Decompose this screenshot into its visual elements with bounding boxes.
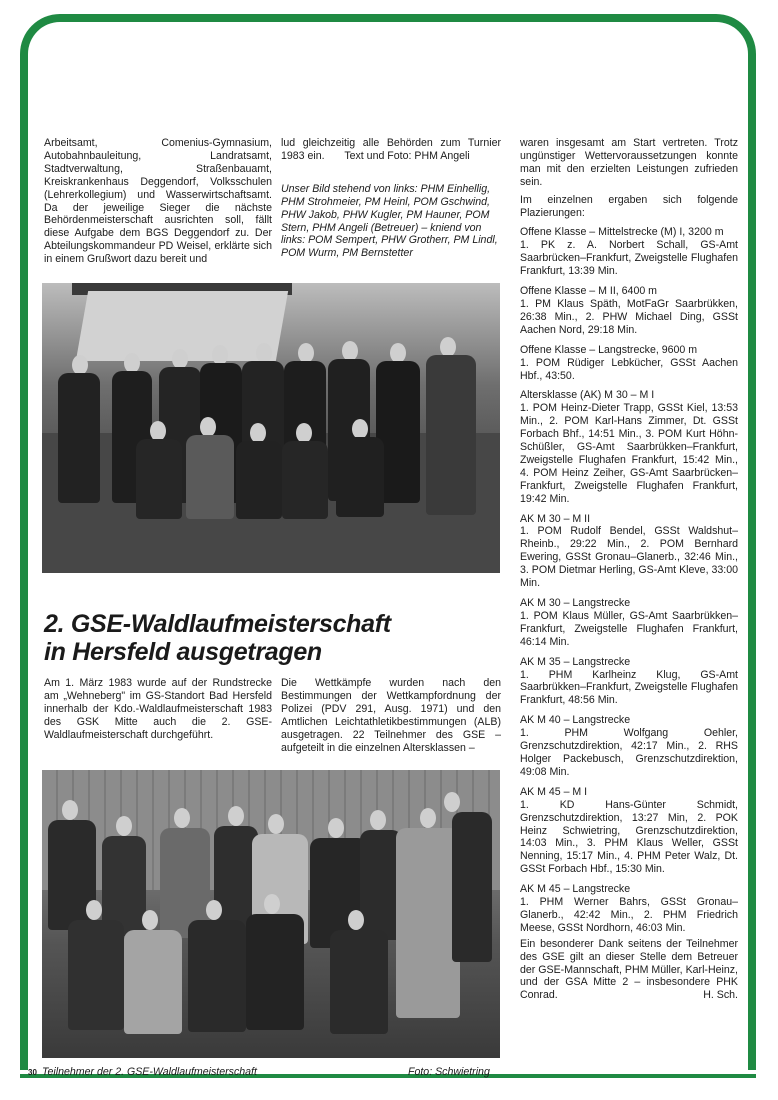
result-block [520,226,738,278]
result-text: 1. PHM Karlheinz Klug, GS-Amt Saarbrükken–Frankfurt, Zweigstelle Flughafen Frankfurt, 48:56 Min. [520,668,738,707]
result-text: 1. POM Rüdiger Lebkücher, GSSt Aachen Hbf., 43:50. [520,356,738,382]
result-text: 1. PHM Wolfgang Oehler, Grenzschutzdirektion, 42:17 Min., 2. RHS Holger Packebusch, Grenzschutzdirektion, 49:08 Min. [520,727,738,778]
text-photo-credit: Text und Foto: PHM Angeli [344,149,470,162]
result-block [520,786,738,876]
results-list [520,226,738,934]
result-block [520,714,738,779]
article-middle-column [281,677,501,761]
photo1-caption: Unser Bild stehend von links: PHM Einhellig, PHM Strohmeier, PM Heinl, POM Gschwind, PHW Jakob, PHW Kugler, PM Hauner, POM Stern, PHM Angeli (Betreuer) – kniend von links: POM Sempert, PHW Grotherr, PM Lindl, POM Wurm, PM Bernstetter [281,182,498,260]
article-rules-paragraph: Die Wettkämpfe wurden nach den Bestimmungen der Wettkampfordnung der Polizei (PDV 291, Ausg. 1971) und den Amtlichen Leichtathletikbestimmungen (ALB) ausgetragen. 22 Teilnehmer des GSE – aufgeteilt in die einzelnen Altersklassen – [281,677,501,754]
result-text: 1. PK z. A. Norbert Schall, GS-Amt Saarbrücken–Frankfurt, Zweigstelle Flughafen Frankfurt, 13:39 Min. [520,239,738,278]
result-block [520,597,738,649]
result-heading: Offene Klasse – Langstrecke, 9600 m [520,343,698,356]
result-heading: AK M 35 – Langstrecke [520,655,631,668]
result-text: 1. KD Hans-Günter Schmidt, Grenzschutzdirektion, 13:27 Min, 2. POK Heinz Schwietring, Grenzschutzdirektion, 14:03 Min., 3. PHM Klaus Weller, GSSt Nenning, 15:17 Min., 4. PHM Peter Walz, Dt. GSSt Forbach Hbf., 15:30 Min. [520,798,738,876]
result-text: 1. POM Klaus Müller, GS-Amt Saarbrükken–Frankfurt, Zweigstelle Flughafen Frankfurt, 46:14 Min. [520,609,738,648]
result-heading: Altersklasse (AK) M 30 – M I [520,389,655,402]
result-block [520,513,738,590]
closing-paragraph: Ein besonderer Dank seitens der Teilnehmer des GSE gilt an dieser Stelle dem Betreuer der GSE-Mannschaft, PHM Müller, Karl-Heinz, und der GSA Mitte 2 – insbesondere PHK Conrad. [520,937,738,1002]
left-column-text [44,137,272,273]
frame-top-inner [28,22,748,92]
result-heading: Offene Klasse – M II, 6400 m [520,285,658,298]
right-column [520,137,738,1002]
middle-paragraph: lud gleichzeitig alle Behörden zum Turnier 1983 ein. [281,137,501,162]
results-intro: waren insgesamt am Start vertreten. Trotz ungünstiger Wettervoraussetzungen konnte man mit den erzielten Leistungen zufrieden sein. [520,137,738,188]
result-heading: AK M 40 – Langstrecke [520,714,631,727]
result-block [520,656,738,708]
result-text: 1. POM Heinz-Dieter Trapp, GSSt Kiel, 13:53 Min., 2. POM Karl-Hans Zimmer, Dt. GSSt Forbach Bhf., 14:51 Min., 3. POM Kurt Höhn-Schüßler, GS-Amt Saarbrükken–Frankfurt, Zweigstelle Flughafen Frankfurt, 15:42 Min., 4. POM Heinz Zeiher, GS-Amt Saarbrücken–Frankfurt, Zweigstelle Flughafen Frankfurt, 19:42 Min. [520,402,738,505]
result-heading: AK M 45 – Langstrecke [520,883,631,896]
author-initials: H. Sch. [703,989,738,1002]
result-heading: AK M 30 – M II [520,512,591,525]
result-text: 1. PHM Werner Bahrs, GSSt Gronau–Glanerb., 42:42 Min., 2. PHM Friedrich Meese, GSSt Nordhorn, 46:03 Min. [520,896,738,934]
headline-line-2: in Hersfeld ausgetragen [44,638,322,666]
result-heading: AK M 45 – M I [520,785,588,798]
group-photo [42,770,500,1058]
middle-column-text [281,137,501,267]
page-number: 30 [28,1068,37,1077]
frame-left-border [20,70,28,1070]
result-block [520,389,738,505]
result-heading: AK M 30 – Langstrecke [520,597,631,609]
team-photo [42,283,500,573]
article-left-column [44,677,272,749]
photo2-caption: Teilnehmer der 2. GSE-Waldlaufmeisterschaft [42,1066,257,1078]
result-text: 1. POM Rudolf Bendel, GSSt Waldshut–Rheinb., 29:22 Min., 2. POM Bernhard Ewering, GSSt Gronau–Glanerb., 32:46 Min., 3. POM Dietmar Herling, GS-Amt Kleve, 33:00 Min. [520,525,738,590]
result-block [520,883,738,935]
result-block [520,285,738,337]
article-intro-paragraph: Am 1. März 1983 wurde auf der Rundstrecke am „Wehneberg" im GS-Standort Bad Hersfeld innerhalb der Kdo.-Waldlaufmeisterschaft 1983 des GSK Mitte auch die 2. GSE-Waldlaufmeisterschaft durchgeführt. [44,677,272,741]
photo2-credit: Foto: Schwietring [408,1066,490,1078]
results-intro-2: Im einzelnen ergaben sich folgende Plazierungen: [520,193,738,219]
result-heading: Offene Klasse – Mittelstrecke (M) I, 3200 m [520,226,724,239]
result-block [520,344,738,383]
frame-right-border [748,70,756,1070]
result-text: 1. PM Klaus Späth, MotFaGr Saarbrükken, 26:38 Min., 2. PHW Michael Ding, GSSt Aachen Nord, 29:18 Min. [520,297,738,336]
left-paragraph: Arbeitsamt, Comenius-Gymnasium, Autobahnbauleitung, Landratsamt, Stadtverwaltung, Straßenbauamt, Kreiskrankenhaus Deggendorf, Volksschulen (Lehrerkollegium) und Wasserwirtschaftsamt. Da der jeweilige Sieger die nächste Behördenmeisterschaft ausrichten soll, fällt diese Aufgabe dem BGS Deggendorf zu. Der Abteilungskommandeur PD Weisel, erklärte sich in einem Grußwort dazu bereit und [44,137,272,266]
headline-line-1: 2. GSE-Waldlaufmeisterschaft [44,610,391,638]
article-headline [44,610,391,666]
